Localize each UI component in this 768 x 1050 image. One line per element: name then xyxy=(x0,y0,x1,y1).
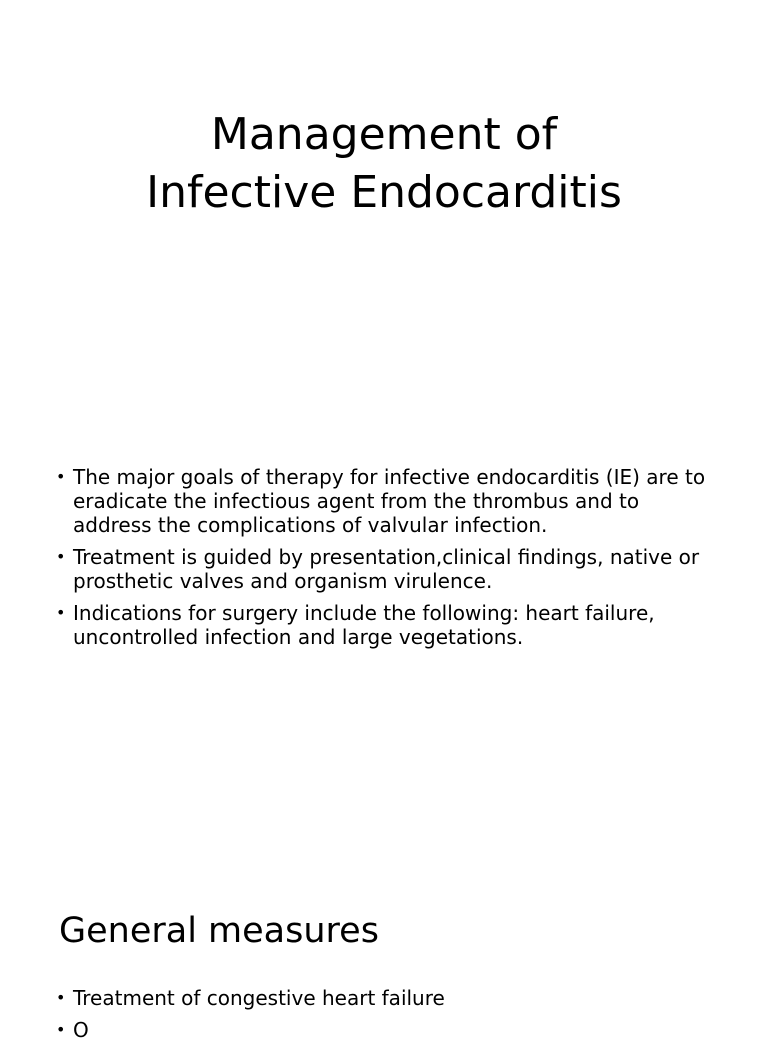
slide-title-line-2: Infective Endocarditis xyxy=(146,167,622,218)
bullet-item xyxy=(56,545,720,593)
bullet-dot-icon: • xyxy=(56,603,66,622)
slide-title xyxy=(0,106,768,222)
bullet-text: O xyxy=(73,1018,89,1042)
bullet-item xyxy=(56,601,720,649)
slide-2 xyxy=(0,880,768,1042)
bullet-item xyxy=(56,986,720,1010)
bullet-list xyxy=(56,465,720,657)
bullet-item xyxy=(56,465,720,537)
bullet-text: Treatment is guided by presentation,clinical findings, native or prosthetic valves and organism virulence. xyxy=(73,545,700,593)
bullet-item xyxy=(56,1018,720,1042)
bullet-list xyxy=(56,986,720,1050)
bullet-text: Indications for surgery include the following: heart failure, uncontrolled infection and large vegetations. xyxy=(73,601,655,649)
slide-title-line-1: Management of xyxy=(210,109,558,160)
bullet-text: Treatment of congestive heart failure xyxy=(73,986,445,1010)
bullet-dot-icon: • xyxy=(56,1020,66,1039)
section-heading: General measures xyxy=(59,911,379,951)
bullet-dot-icon: • xyxy=(56,988,66,1007)
bullet-dot-icon: • xyxy=(56,467,66,486)
bullet-text: The major goals of therapy for infective endocarditis (IE) are to eradicate the infectious agent from the thrombus and to address the complications of valvular infection. xyxy=(73,465,706,537)
bullet-dot-icon: • xyxy=(56,547,66,566)
